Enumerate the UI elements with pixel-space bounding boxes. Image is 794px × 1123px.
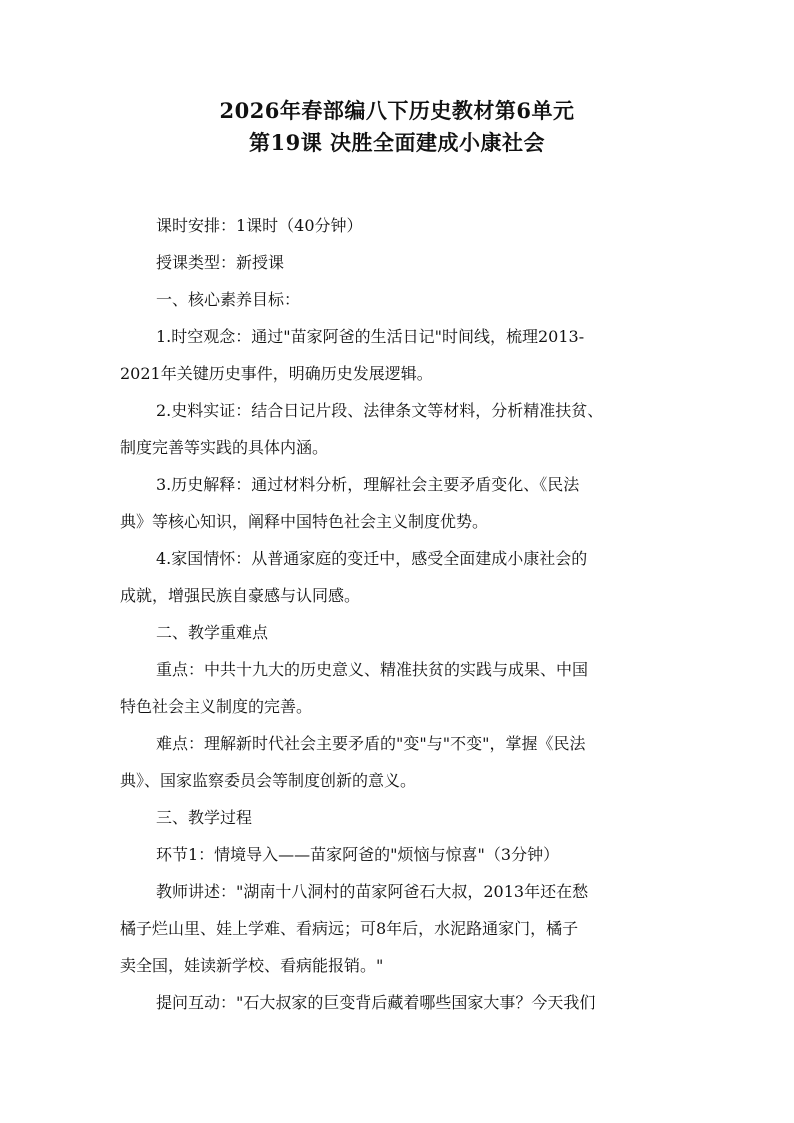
- goal-1-line-2: 2021年关键历史事件，明确历史发展逻辑。: [120, 364, 433, 383]
- process-heading: 三、教学过程: [156, 808, 253, 827]
- teacher-narration-line-3: 卖全国，娃读新学校、看病能报销。": [120, 956, 384, 975]
- teacher-narration-line-1: 教师讲述："湖南十八洞村的苗家阿爸石大叔，2013年还在愁: [156, 882, 589, 901]
- document-title-line1: 2026年春部编八下历史教材第6单元: [219, 98, 575, 123]
- goal-3-line-2: 典》等核心知识，阐释中国特色社会主义制度优势。: [120, 512, 489, 531]
- goal-2-line-2: 制度完善等实践的具体内涵。: [120, 438, 329, 457]
- goals-heading: 一、核心素养目标：: [156, 290, 301, 309]
- goal-4-line-2: 成就，增强民族自豪感与认同感。: [120, 586, 361, 605]
- key-point-line-2: 特色社会主义制度的完善。: [120, 697, 313, 716]
- goal-2-line-1: 2.史料实证：结合日记片段、法律条文等材料，分析精准扶贫、: [156, 401, 604, 420]
- document-title-line2: 第19课 决胜全面建成小康社会: [248, 130, 546, 155]
- goal-4-line-1: 4.家国情怀：从普通家庭的变迁中，感受全面建成小康社会的: [156, 549, 588, 568]
- step-1-heading: 环节1：情境导入——苗家阿爸的"烦恼与惊喜"（3分钟）: [156, 845, 560, 864]
- question-line-1: 提问互动："石大叔家的巨变背后藏着哪些国家大事？今天我们: [156, 993, 596, 1012]
- schedule-line: 课时安排：1课时（40分钟）: [156, 216, 363, 235]
- goal-3-line-1: 3.历史解释：通过材料分析，理解社会主要矛盾变化、《民法: [156, 475, 580, 494]
- difficult-point-line-1: 难点：理解新时代社会主要矛盾的"变"与"不变"，掌握《民法: [156, 734, 586, 753]
- teacher-narration-line-2: 橘子烂山里、娃上学难、看病远；可8年后，水泥路通家门，橘子: [120, 919, 579, 938]
- difficult-point-line-2: 典》、国家监察委员会等制度创新的意义。: [120, 771, 417, 790]
- lesson-type-line: 授课类型：新授课: [156, 253, 285, 272]
- document-body: [120, 207, 680, 1021]
- key-point-line-1: 重点：中共十九大的历史意义、精准扶贫的实践与成果、中国: [156, 660, 589, 679]
- goal-1-line-1: 1.时空观念：通过"苗家阿爸的生活日记"时间线，梳理2013-: [156, 327, 585, 346]
- difficulty-heading: 二、教学重难点: [156, 623, 269, 642]
